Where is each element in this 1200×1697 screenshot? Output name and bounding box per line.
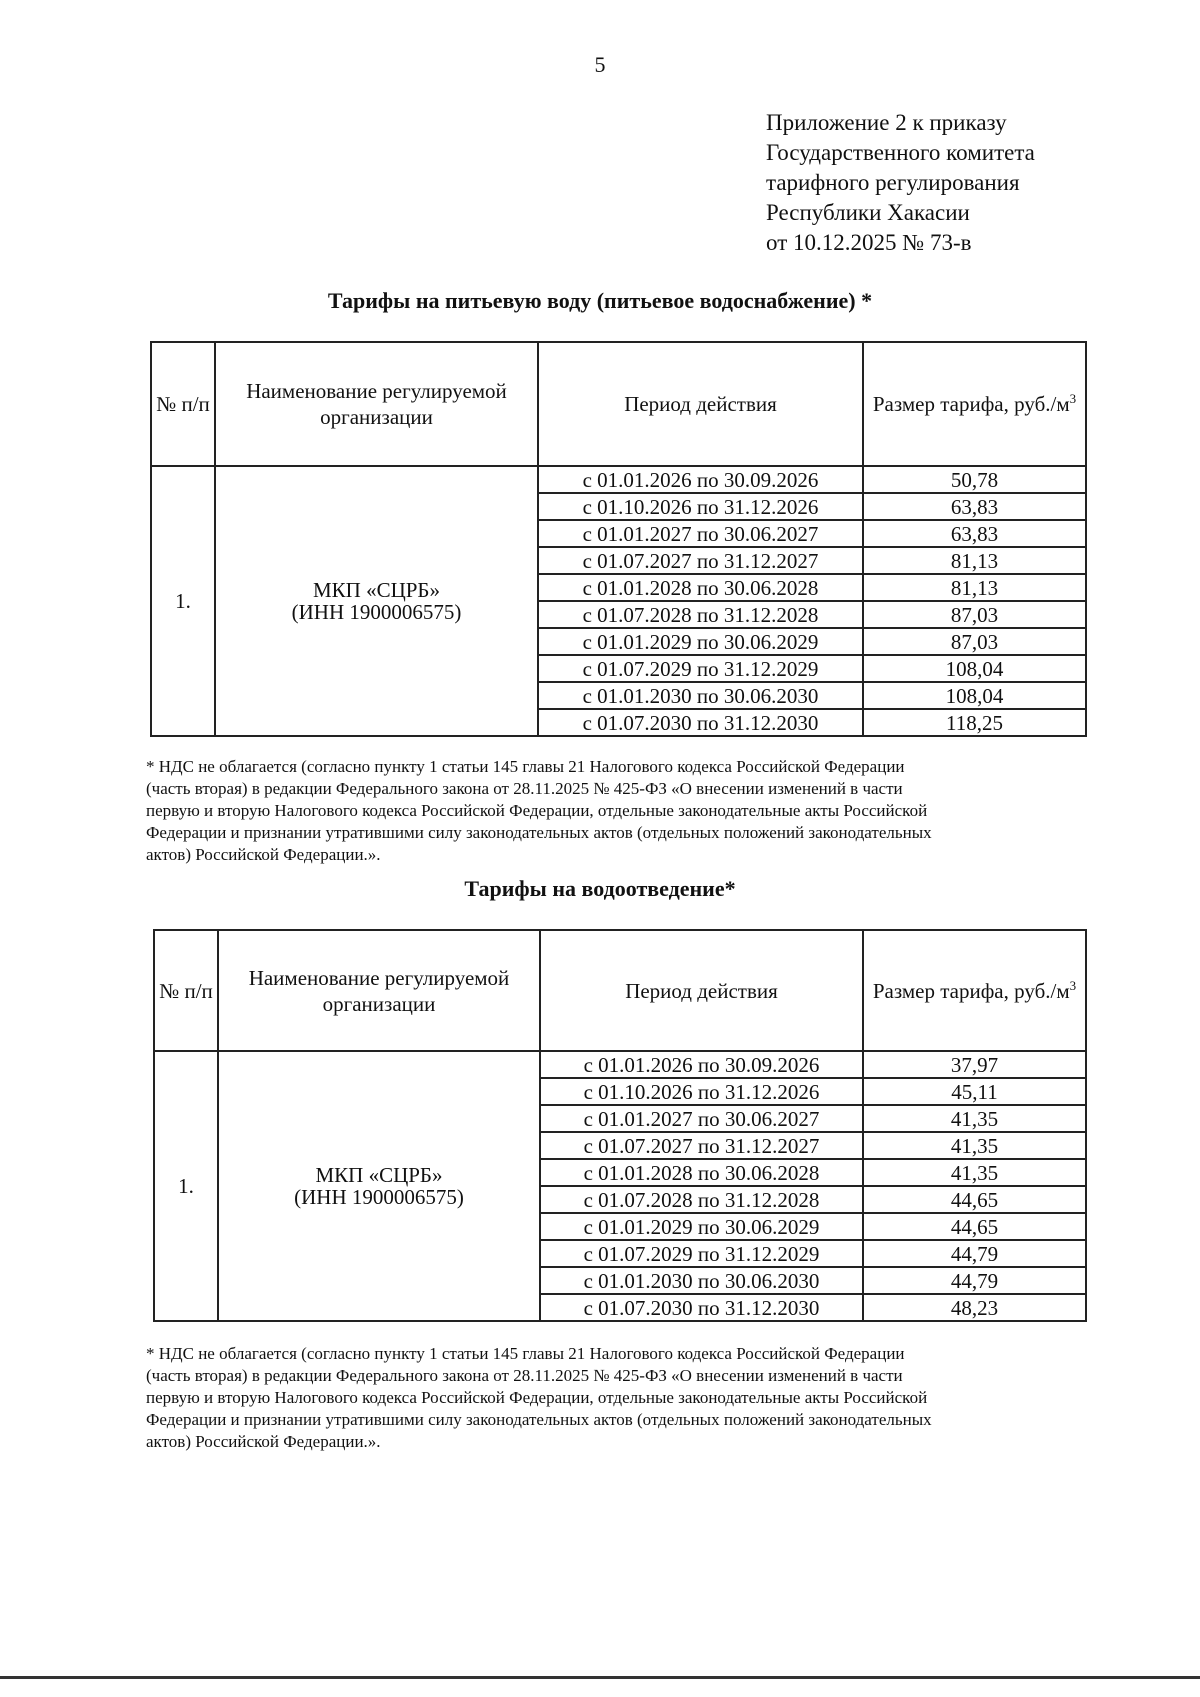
footnote-line: актов) Российской Федерации.». xyxy=(146,845,381,864)
drainage-tariff-table xyxy=(153,929,1087,1322)
tariff-value-cell: 41,35 xyxy=(863,1105,1086,1132)
tariff-value-cell: 63,83 xyxy=(863,520,1086,547)
header-period: Период действия xyxy=(540,930,863,1051)
tariff-value-cell: 81,13 xyxy=(863,574,1086,601)
period-cell: с 01.01.2027 по 30.06.2027 xyxy=(540,1105,863,1132)
footnote-line: * НДС не облагается (согласно пункту 1 статьи 145 главы 21 Налогового кодекса Российской Федерации xyxy=(146,757,905,776)
header-period: Период действия xyxy=(538,342,863,466)
org-name: МКП «СЦРБ» xyxy=(312,578,440,602)
tariff-value-cell: 41,35 xyxy=(863,1132,1086,1159)
tariff-value-cell: 44,65 xyxy=(863,1213,1086,1240)
header-tariff-text: Размер тарифа, руб./м xyxy=(872,392,1070,416)
header-tariff-text: Размер тарифа, руб./м xyxy=(872,978,1070,1003)
tariff-value-cell: 44,79 xyxy=(863,1240,1086,1267)
footnote-line: первую и вторую Налогового кодекса Российской Федерации, отдельные законодательные акты Российской xyxy=(146,801,928,820)
drainage-table-body xyxy=(154,930,1086,1321)
footnote-line: актов) Российской Федерации.». xyxy=(146,1432,381,1451)
page-number: 5 xyxy=(594,52,606,77)
header-num: № п/п xyxy=(151,342,215,466)
water-table-body xyxy=(151,342,1086,736)
water-title: Тарифы на питьевую воду (питьевое водоснабжение) * xyxy=(327,288,873,313)
period-cell: с 01.10.2026 по 31.12.2026 xyxy=(540,1078,863,1105)
tariff-value-cell: 44,79 xyxy=(863,1267,1086,1294)
water-tariff-table xyxy=(150,341,1087,737)
header-tariff xyxy=(863,342,1086,466)
header-tariff-sup: 3 xyxy=(1069,391,1077,406)
period-cell: с 01.01.2029 по 30.06.2029 xyxy=(538,628,863,655)
tariff-value-cell: 87,03 xyxy=(863,601,1086,628)
footnote-line: Федерации и признании утратившими силу законодательных актов (отдельных положений законодательных xyxy=(146,1410,932,1429)
org-cell xyxy=(215,466,538,736)
table-header-row xyxy=(154,930,1086,1051)
drainage-title: Тарифы на водоотведение* xyxy=(464,876,736,901)
drainage-footnote xyxy=(146,1343,1086,1453)
table-header-row xyxy=(151,342,1086,466)
header-tariff xyxy=(863,930,1086,1051)
org-name: МКП «СЦРБ» xyxy=(315,1163,443,1187)
period-cell: с 01.07.2029 по 31.12.2029 xyxy=(538,655,863,682)
tariff-value-cell: 41,35 xyxy=(863,1159,1086,1186)
tariff-value-cell: 108,04 xyxy=(863,682,1086,709)
footnote-line: (часть вторая) в редакции Федерального закона от 28.11.2025 № 425-ФЗ «О внесении изменений в части xyxy=(146,1366,903,1385)
org-inn: (ИНН 1900006575) xyxy=(291,600,462,624)
row-number: 1. xyxy=(151,466,215,736)
tariff-value-cell: 87,03 xyxy=(863,628,1086,655)
footnote-line: первую и вторую Налогового кодекса Российской Федерации, отдельные законодательные акты Российской xyxy=(146,1388,928,1407)
footnote-line: (часть вторая) в редакции Федерального закона от 28.11.2025 № 425-ФЗ «О внесении изменений в части xyxy=(146,779,903,798)
period-cell: с 01.01.2028 по 30.06.2028 xyxy=(540,1159,863,1186)
header-num: № п/п xyxy=(154,930,218,1051)
footnote-line: * НДС не облагается (согласно пункту 1 статьи 145 главы 21 Налогового кодекса Российской Федерации xyxy=(146,1344,905,1363)
period-cell: с 01.10.2026 по 31.12.2026 xyxy=(538,493,863,520)
tariff-value-cell: 81,13 xyxy=(863,547,1086,574)
period-cell: с 01.01.2029 по 30.06.2029 xyxy=(540,1213,863,1240)
tariff-value-cell: 37,97 xyxy=(863,1051,1086,1078)
period-cell: с 01.07.2029 по 31.12.2029 xyxy=(540,1240,863,1267)
header-tariff-sup: 3 xyxy=(1069,977,1077,993)
appendix-line: Приложение 2 к приказу xyxy=(766,110,1007,135)
period-cell: с 01.07.2030 по 31.12.2030 xyxy=(538,709,863,736)
table-row xyxy=(154,1051,1086,1078)
row-number: 1. xyxy=(154,1051,218,1321)
period-cell: с 01.07.2030 по 31.12.2030 xyxy=(540,1294,863,1321)
table-row xyxy=(151,466,1086,493)
water-footnote xyxy=(146,756,1086,866)
page-bottom-rule xyxy=(0,1676,1200,1679)
period-cell: с 01.07.2027 по 31.12.2027 xyxy=(538,547,863,574)
period-cell: с 01.07.2028 по 31.12.2028 xyxy=(540,1186,863,1213)
appendix-block xyxy=(766,108,1035,258)
period-cell: с 01.01.2027 по 30.06.2027 xyxy=(538,520,863,547)
period-cell: с 01.07.2028 по 31.12.2028 xyxy=(538,601,863,628)
header-org: Наименование регулируемой организации xyxy=(215,342,538,466)
tariff-value-cell: 44,65 xyxy=(863,1186,1086,1213)
tariff-value-cell: 63,83 xyxy=(863,493,1086,520)
tariff-value-cell: 45,11 xyxy=(863,1078,1086,1105)
header-org: Наименование регулируемой организации xyxy=(218,930,540,1051)
org-cell xyxy=(218,1051,540,1321)
appendix-line: Республики Хакасии xyxy=(766,200,970,225)
tariff-value-cell: 108,04 xyxy=(863,655,1086,682)
appendix-line: тарифного регулирования xyxy=(766,170,1020,195)
period-cell: с 01.01.2026 по 30.09.2026 xyxy=(540,1051,863,1078)
period-cell: с 01.07.2027 по 31.12.2027 xyxy=(540,1132,863,1159)
appendix-line: от 10.12.2025 № 73-в xyxy=(766,230,972,255)
tariff-value-cell: 48,23 xyxy=(863,1294,1086,1321)
period-cell: с 01.01.2026 по 30.09.2026 xyxy=(538,466,863,493)
period-cell: с 01.01.2030 по 30.06.2030 xyxy=(538,682,863,709)
appendix-line: Государственного комитета xyxy=(766,140,1035,165)
period-cell: с 01.01.2028 по 30.06.2028 xyxy=(538,574,863,601)
footnote-line: Федерации и признании утратившими силу законодательных актов (отдельных положений законодательных xyxy=(146,823,932,842)
org-inn: (ИНН 1900006575) xyxy=(294,1185,464,1209)
tariff-value-cell: 50,78 xyxy=(863,466,1086,493)
tariff-value-cell: 118,25 xyxy=(863,709,1086,736)
period-cell: с 01.01.2030 по 30.06.2030 xyxy=(540,1267,863,1294)
